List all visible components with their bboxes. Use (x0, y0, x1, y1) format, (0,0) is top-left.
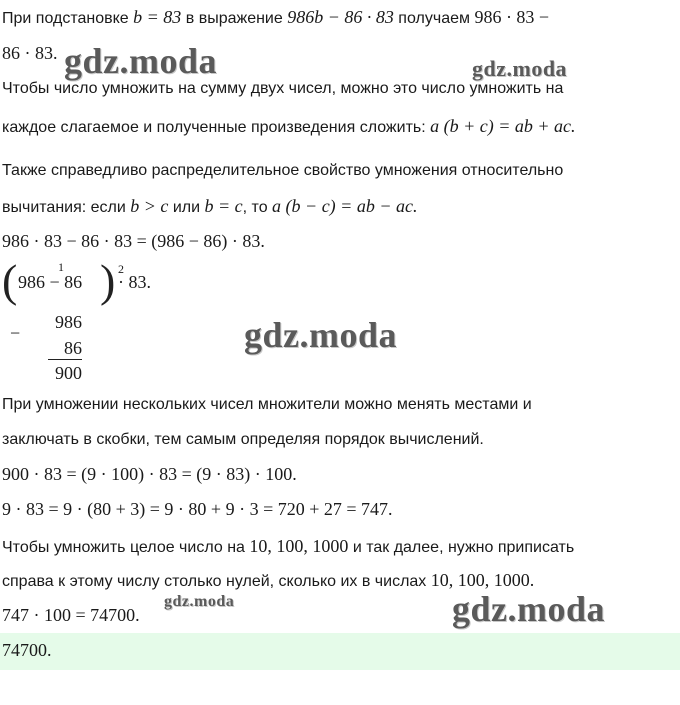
text-line-1 (2, 6, 549, 30)
divider (48, 359, 82, 360)
text-line: При умножении нескольких чисел множители можно менять местами и (2, 396, 532, 413)
math-expr: 986 − 86 (18, 272, 83, 292)
text: и так далее, нужно приписать (348, 539, 575, 556)
math-line: 9 · 83 = 9 · (80 + 3) = 9 · 80 + 9 · 3 = 720 + 27 = 747. (2, 499, 393, 519)
step-number: 2 (118, 262, 124, 276)
text: или (168, 199, 205, 216)
math-line: 900 · 83 = (9 · 100) · 83 = (9 · 83) · 100. (2, 464, 297, 484)
math: 986b − 86 · 83 (287, 7, 394, 27)
math: b = 83 (133, 7, 182, 27)
math-line: 86 · 83. (2, 43, 58, 63)
text-line: заключать в скобки, тем самым определяя порядок вычислений. (2, 431, 484, 448)
math-line: 747 · 100 = 74700. (2, 605, 140, 625)
answer-value: 74700. (2, 640, 52, 660)
text: При подстановке (2, 10, 134, 27)
text-line: Также справедливо распределительное свойство умножения относительно (2, 162, 564, 179)
text-line (2, 115, 576, 139)
difference: 900 (55, 363, 82, 383)
watermark: gdz.moda (244, 315, 398, 355)
watermark: gdz.moda (452, 589, 606, 629)
minuend: 986 (55, 312, 82, 332)
math: 10, 100, 1000 (249, 536, 349, 556)
watermark: gdz.moda (164, 593, 235, 610)
subtrahend: 86 (64, 338, 82, 358)
text: каждое слагаемое и полученные произведения сложить: (2, 119, 431, 136)
right-paren: ) (100, 255, 116, 306)
text: , то (242, 199, 273, 216)
text-line (2, 195, 417, 219)
text: в выражение (181, 10, 288, 27)
text: получаем (393, 10, 475, 27)
step-number: 1 (58, 260, 64, 274)
math: 986 · 83 − (474, 7, 550, 27)
math: 10, 100, 1000. (430, 570, 535, 590)
math-line: 986 · 83 − 86 · 83 = (986 − 86) · 83. (2, 231, 265, 251)
math: b = c (204, 196, 243, 216)
watermark: gdz.moda (64, 41, 218, 81)
math: a (b + c) = ab + ac. (430, 116, 576, 136)
watermark: gdz.moda (472, 56, 568, 81)
text-line (2, 535, 574, 559)
math: a (b − c) = ab − ac. (272, 196, 418, 216)
text-line: Чтобы число умножить на сумму двух чисел, можно это число умножить на (2, 80, 564, 97)
math: b > c (130, 196, 169, 216)
text: справа к этому числу столько нулей, сколько их в числах (2, 573, 431, 590)
text-line (2, 569, 534, 593)
answer-box (0, 633, 680, 670)
left-paren: ( (2, 255, 18, 306)
text: вычитания: если (2, 199, 131, 216)
minus-sign: − (10, 323, 21, 343)
text: Чтобы умножить целое число на (2, 539, 250, 556)
math-expr: · 83. (118, 272, 151, 292)
